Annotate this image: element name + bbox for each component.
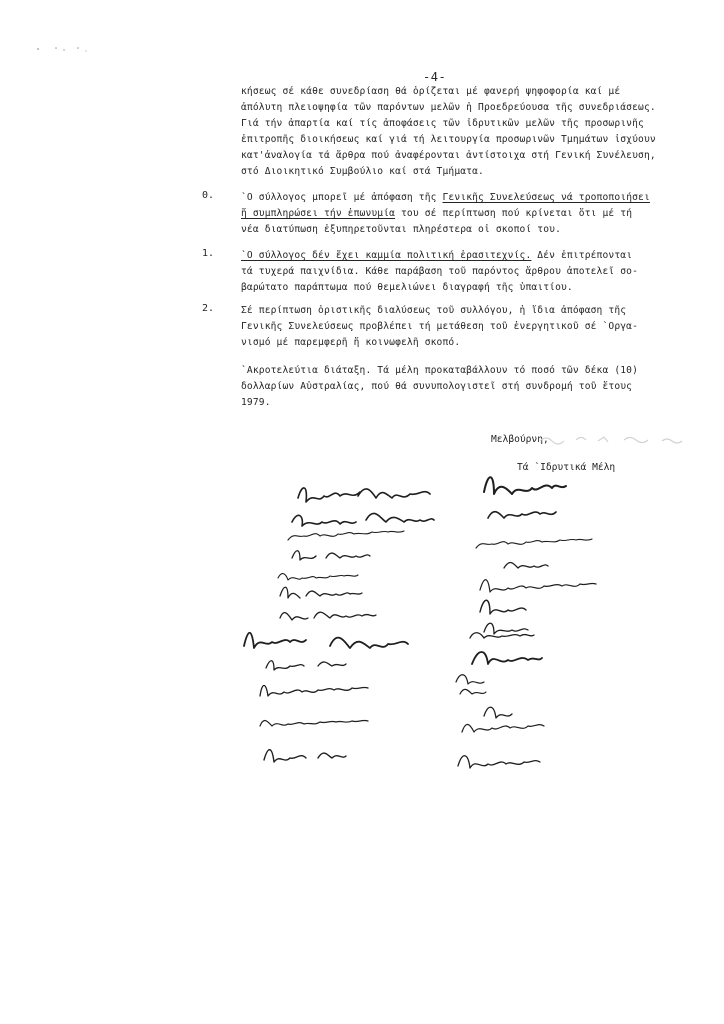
signature-left bbox=[292, 551, 370, 560]
signature-right bbox=[460, 689, 486, 694]
text-line: νισμό μέ παρεμφερῆ ἤ κοινωφελῆ σκοπό. bbox=[241, 337, 461, 348]
text-line: κατ'ἀναλογία τά ἄρθρα πού ἀναφέρονται ἀντίστοιχα στή Γενική Συνέλευση, bbox=[241, 150, 656, 161]
signature-right bbox=[488, 512, 556, 518]
signature-right bbox=[472, 652, 542, 664]
signature-right bbox=[462, 724, 544, 732]
signature-left bbox=[266, 661, 346, 670]
founders-heading: Τά `Ιδρυτικά Μέλη bbox=[517, 462, 616, 473]
faded-date-stamp bbox=[536, 432, 696, 446]
signature-left bbox=[298, 488, 430, 502]
paragraph-10 bbox=[241, 190, 701, 238]
scan-speckles bbox=[34, 44, 94, 54]
signature-left bbox=[260, 720, 368, 726]
signature-right bbox=[480, 600, 526, 614]
signature-right bbox=[470, 633, 534, 638]
text-span: `Ο σύλλογος μπορεῖ μέ ἀπόφαση τῆς bbox=[241, 192, 443, 203]
text-line bbox=[241, 206, 701, 222]
page-number: -4- bbox=[423, 70, 447, 84]
signature-left bbox=[260, 686, 368, 697]
signature-left bbox=[292, 513, 434, 526]
paragraph-11 bbox=[241, 248, 701, 296]
text-line bbox=[241, 190, 701, 206]
place-label: Μελβούρνη, bbox=[491, 434, 549, 445]
signatures-block bbox=[240, 470, 620, 800]
signature-right bbox=[476, 539, 592, 548]
paragraph-number: 1. bbox=[202, 248, 215, 259]
signature-right bbox=[504, 563, 548, 568]
text-line: ἀπόλυτη πλειοψηφία τῶν παρόντων μελῶν ἡ Προεδρεύουσα τῆς συνεδριάσεως. bbox=[241, 102, 656, 113]
paragraph-12 bbox=[241, 303, 701, 351]
text-line: κήσεως σέ κάθε συνεδρίαση θά ὁρίζεται μέ φανερή ψηφοφορία καί μέ bbox=[241, 86, 621, 97]
paragraph-final bbox=[241, 363, 701, 411]
signature-left bbox=[288, 531, 404, 540]
signature-right bbox=[484, 477, 566, 494]
signature-left bbox=[280, 612, 376, 620]
signature-right bbox=[484, 623, 528, 634]
underlined-text: ἤ συμπληρώσει τήν ἐπωνυμία bbox=[241, 208, 396, 219]
text-line: νέα διατύπωση ἐξυπηρετοῦνται πληρέστερα οἱ σκοποί του. bbox=[241, 224, 561, 235]
text-span: του σέ περίπτωση πού κρίνεται ὅτι μέ τή bbox=[395, 208, 633, 219]
signature-right bbox=[480, 580, 596, 592]
text-line: βαρώτατο παράπτωμα πού θεμελιώνει διαγραφή τῆς ὑπαιτίου. bbox=[241, 282, 573, 293]
paragraph-intro bbox=[241, 84, 701, 180]
text-line: δολλαρίων Αὐστραλίας, πού θά συνυπολογιστεῖ στή συνδρομή τοῦ ἔτους bbox=[241, 381, 633, 392]
signature-left bbox=[244, 633, 408, 648]
text-line: `Ακροτελεύτια διάταξη. Τά μέλη προκαταβάλλουν τό ποσό τῶν δέκα (10) bbox=[241, 365, 639, 376]
paragraph-number: 2. bbox=[202, 303, 215, 314]
text-line: Σέ περίπτωση ὁριστικῆς διαλύσεως τοῦ συλλόγου, ἡ ἴδια ἀπόφαση τῆς bbox=[241, 305, 627, 316]
text-span: Δέν ἐπιτρέπονται bbox=[531, 250, 633, 261]
paragraph-number: 0. bbox=[202, 190, 215, 201]
text-line: Γιά τήν ἀπαρτία καί τίς ἀποφάσεις τῶν ἱδρυτικῶν μελῶν τῆς προσωρινῆς bbox=[241, 118, 644, 129]
text-line: 1979. bbox=[241, 397, 271, 408]
underlined-text: `Ο σύλλογος δέν ἔχει καμμία πολιτική ἐρασιτεχνίς. bbox=[241, 250, 532, 261]
text-line: στό Διοικητικό Συμβούλιο καί στά Τμήματα. bbox=[241, 166, 484, 177]
text-line: Γενικῆς Συνελεύσεως προβλέπει τή μετάθεση τοῦ ἐνεργητικοῦ σέ `Οργα- bbox=[241, 321, 639, 332]
signature-right bbox=[456, 675, 484, 684]
signature-left bbox=[280, 587, 362, 598]
text-line: ἐπιτροπῆς διοικήσεως καί γιά τή λειτουργία προσωρινῶν Τμημάτων ἰσχύουν bbox=[241, 134, 656, 145]
signature-left bbox=[264, 750, 346, 762]
text-line bbox=[241, 248, 701, 264]
signature-right bbox=[458, 756, 540, 768]
text-line: τά τυχερά παιχνίδια. Κάθε παράβαση τοῦ παρόντος ἄρθρου ἀποτελεῖ σο- bbox=[241, 266, 639, 277]
underlined-text: Γενικῆς Συνελεύσεως νά τροποποιήσει bbox=[442, 192, 650, 203]
signature-left bbox=[278, 574, 358, 580]
signature-right bbox=[484, 707, 512, 718]
